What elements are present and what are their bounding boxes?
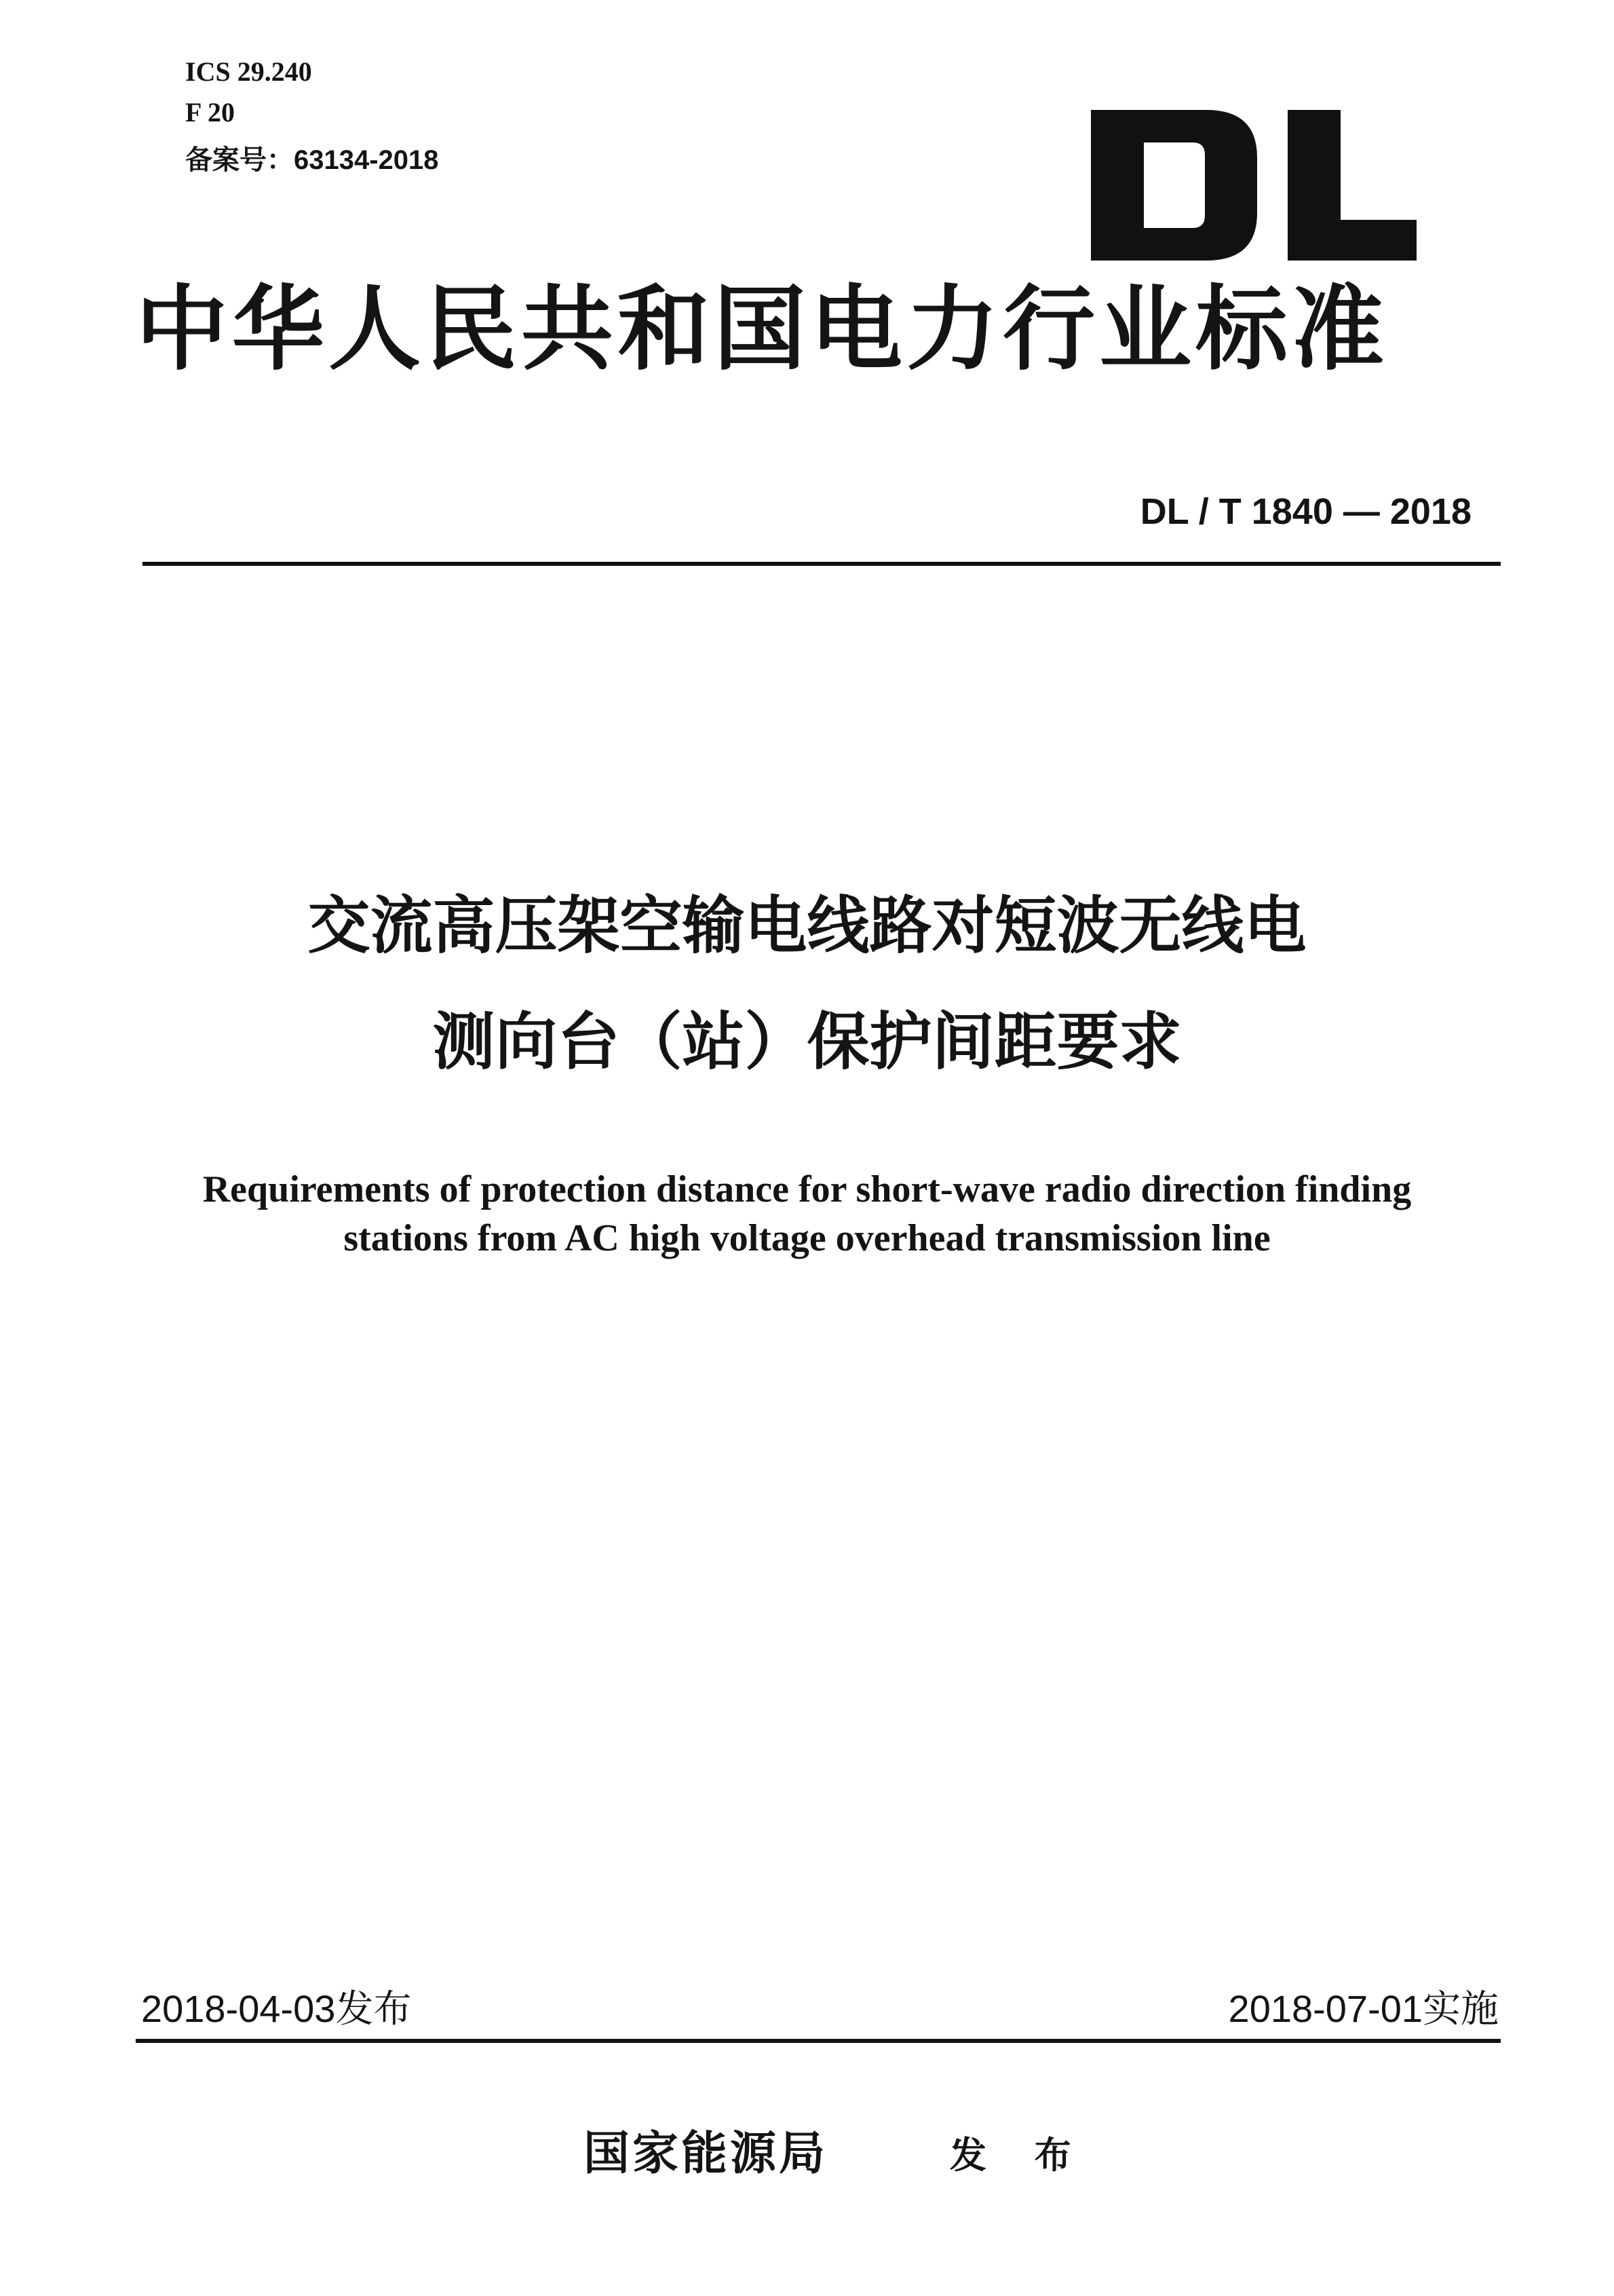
publish-label: 发 布	[950, 2133, 1089, 2177]
bottom-divider	[136, 2039, 1501, 2043]
logo-letter-d	[1091, 110, 1257, 261]
classification-code: F 20	[185, 97, 235, 128]
org-title: 中华人民共和国电力行业标准	[136, 275, 1388, 383]
title-en-line-2: stations from AC high voltage overhead transmission line	[343, 1217, 1271, 1259]
publisher-name: 国家能源局	[583, 2126, 828, 2181]
issue-date: 2018-04-03发布	[141, 1987, 412, 2030]
standard-number: DL / T 1840 — 2018	[1140, 491, 1472, 532]
implementation-date: 2018-07-01实施	[1228, 1987, 1499, 2030]
dl-logo-letters	[1091, 110, 1417, 261]
logo-letter-l	[1288, 110, 1417, 261]
title-cn-line-2: 测向台（站）保护间距要求	[432, 1006, 1182, 1078]
filing-number: 备案号：63134-2018	[185, 145, 439, 175]
top-divider	[142, 562, 1501, 566]
ics-code: ICS 29.240	[185, 56, 312, 87]
title-cn-line-1: 交流高压架空输电线路对短波无线电	[307, 889, 1307, 962]
title-en-line-1: Requirements of protection distance for short-wave radio direction finding	[202, 1168, 1412, 1210]
dl-logo	[1091, 110, 1417, 261]
